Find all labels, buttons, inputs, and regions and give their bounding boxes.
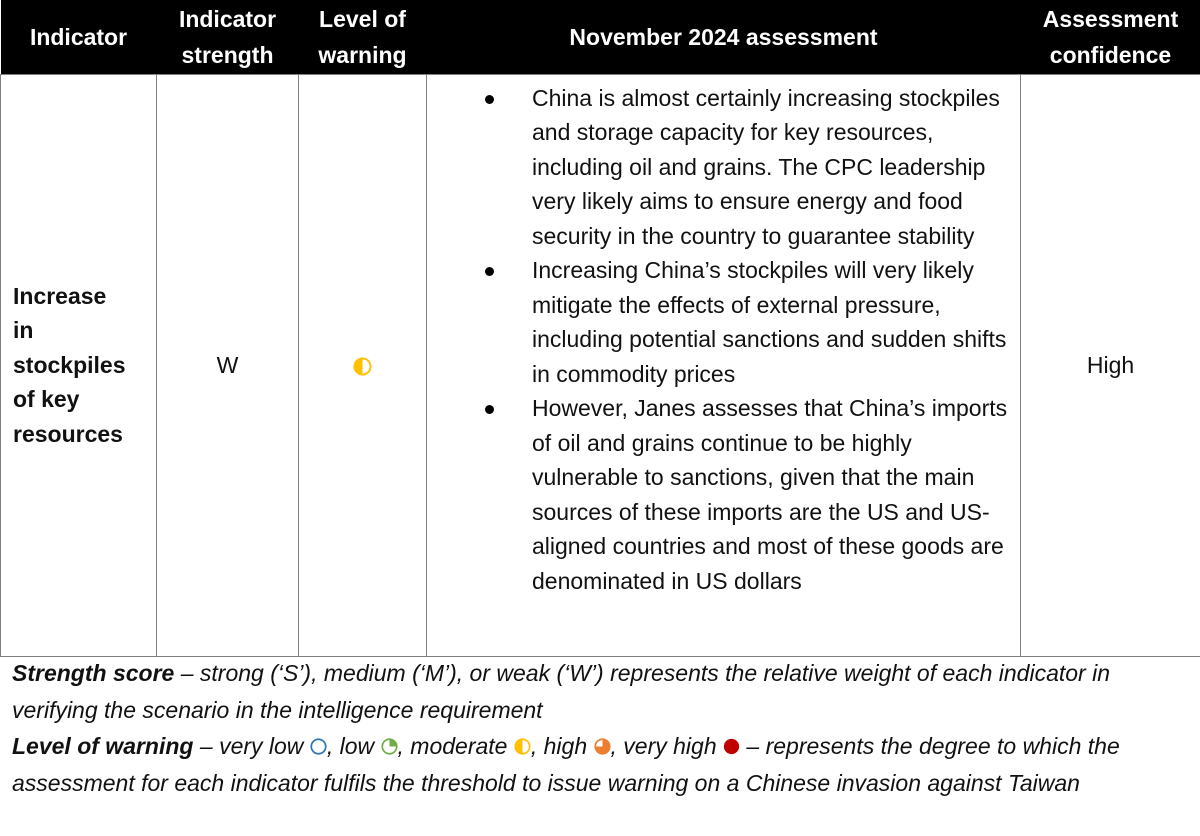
header-level-of-warning: Level of warning xyxy=(299,0,427,74)
strength-legend: Strength score – strong (‘S’), medium (‘M’), or weak (‘W’) represents the relative weight of each indicator in verifying the scenario in the intelligence requirement xyxy=(12,660,1110,723)
list-item: However, Janes assesses that China’s imports of oil and grains continue to be highly vulnerable to sanctions, given that the main sources of these imports are the US and US-aligned countries and most of these goods are denominated in US dollars xyxy=(427,391,1010,598)
warning-legend: Level of warning – very low , low , moderate , high , very high – represents the degree to which the assessment for each indicator fulfils the threshold to issue warning on a Chinese invasion against Taiwan xyxy=(12,733,1120,796)
table-row xyxy=(1,74,1200,656)
assessment-bullet-list xyxy=(427,81,1010,599)
indicator-name-cell: Increase in stockpiles of key resources xyxy=(1,74,157,656)
high-three-quarter-circle-icon xyxy=(594,738,611,755)
very-high-full-circle-icon xyxy=(723,738,740,755)
bullet-icon xyxy=(485,267,494,276)
header-row xyxy=(1,0,1200,74)
moderate-half-circle-icon xyxy=(514,738,531,755)
warning-level-cell xyxy=(299,74,427,656)
list-item: Increasing China’s stockpiles will very likely mitigate the effects of external pressure, including potential sanctions and sudden shifts in commodity prices xyxy=(427,253,1010,391)
legend xyxy=(12,655,1192,801)
header-assessment-confidence: Assessment confidence xyxy=(1021,0,1200,74)
list-item: China is almost certainly increasing stockpiles and storage capacity for key resources, including oil and grains. The CPC leadership very likely aims to ensure energy and food security in the country to guarantee stability xyxy=(427,81,1010,254)
assessment-confidence-cell: High xyxy=(1021,74,1200,656)
bullet-icon xyxy=(485,405,494,414)
header-indicator: Indicator xyxy=(1,0,157,74)
moderate-half-circle-icon xyxy=(353,357,372,376)
low-quarter-circle-icon xyxy=(381,738,398,755)
indicator-strength-cell: W xyxy=(157,74,299,656)
very-low-empty-circle-icon xyxy=(310,738,327,755)
header-assessment: November 2024 assessment xyxy=(427,0,1021,74)
bullet-icon xyxy=(485,95,494,104)
assessment-cell xyxy=(427,74,1021,656)
header-indicator-strength: Indicator strength xyxy=(157,0,299,74)
